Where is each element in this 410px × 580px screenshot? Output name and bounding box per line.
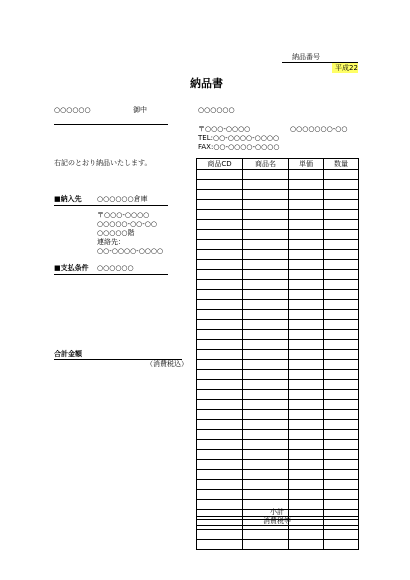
destination-contact-label: 連絡先： xyxy=(97,238,125,246)
cell-product-code[interactable] xyxy=(197,340,243,350)
table-row xyxy=(197,540,359,550)
cell-quantity[interactable] xyxy=(324,440,359,450)
cell-unit-price[interactable] xyxy=(289,270,324,280)
cell-unit-price[interactable] xyxy=(289,200,324,210)
delivery-number-label: 納品番号 xyxy=(292,53,320,61)
cell-product-name[interactable] xyxy=(243,460,289,470)
cell-unit-price[interactable] xyxy=(289,350,324,360)
cell-product-name[interactable] xyxy=(243,190,289,200)
sender-postal-code: 〒○○○-○○○○ xyxy=(198,125,251,133)
cell-product-code[interactable] xyxy=(197,200,243,210)
cell-product-code[interactable] xyxy=(197,430,243,440)
table-row xyxy=(197,180,359,190)
cell-product-name[interactable] xyxy=(243,440,289,450)
sender-fax: FAX:○○-○○○○-○○○○ xyxy=(198,143,280,151)
table-row xyxy=(197,260,359,270)
cell-quantity[interactable] xyxy=(324,490,359,500)
cell-product-code[interactable] xyxy=(197,390,243,400)
table-row xyxy=(197,370,359,380)
cell-quantity[interactable] xyxy=(324,220,359,230)
cell-product-name[interactable] xyxy=(243,210,289,220)
table-row xyxy=(197,530,359,540)
cell-unit-price[interactable] xyxy=(289,310,324,320)
cell-product-name[interactable] xyxy=(243,540,289,550)
table-row xyxy=(197,330,359,340)
cell-product-code[interactable] xyxy=(197,280,243,290)
destination-address: ○○○○○-○○-○○ xyxy=(97,220,158,228)
cell-unit-price[interactable] xyxy=(289,280,324,290)
issue-date-text: 平成22 xyxy=(335,64,358,72)
cell-quantity[interactable] xyxy=(324,170,359,180)
cell-product-code[interactable] xyxy=(197,420,243,430)
destination-underline xyxy=(54,205,168,206)
cell-product-code[interactable] xyxy=(197,540,243,550)
cell-unit-price[interactable] xyxy=(289,490,324,500)
cell-unit-price[interactable] xyxy=(289,440,324,450)
table-row xyxy=(197,320,359,330)
table-row xyxy=(197,240,359,250)
cell-unit-price[interactable] xyxy=(289,330,324,340)
cell-product-name[interactable] xyxy=(243,200,289,210)
cell-unit-price[interactable] xyxy=(289,360,324,370)
cell-quantity[interactable] xyxy=(324,530,359,540)
cell-unit-price[interactable] xyxy=(289,420,324,430)
cell-product-name[interactable] xyxy=(243,340,289,350)
cell-product-name[interactable] xyxy=(243,490,289,500)
cell-product-code[interactable] xyxy=(197,250,243,260)
cell-product-name[interactable] xyxy=(243,370,289,380)
cell-quantity[interactable] xyxy=(324,280,359,290)
cell-product-name[interactable] xyxy=(243,450,289,460)
cell-product-name[interactable] xyxy=(243,410,289,420)
cell-product-name[interactable] xyxy=(243,470,289,480)
cell-quantity[interactable] xyxy=(324,310,359,320)
payment-underline xyxy=(54,274,168,275)
cell-product-name[interactable] xyxy=(243,220,289,230)
cell-quantity[interactable] xyxy=(324,360,359,370)
cell-product-name[interactable] xyxy=(243,300,289,310)
cell-unit-price[interactable] xyxy=(289,190,324,200)
table-row xyxy=(197,420,359,430)
cell-quantity[interactable] xyxy=(324,180,359,190)
cell-quantity[interactable] xyxy=(324,400,359,410)
cell-unit-price[interactable] xyxy=(289,410,324,420)
table-row xyxy=(197,490,359,500)
cell-unit-price[interactable] xyxy=(289,460,324,470)
cell-unit-price[interactable] xyxy=(289,300,324,310)
cell-unit-price[interactable] xyxy=(289,170,324,180)
cell-quantity[interactable] xyxy=(324,460,359,470)
tax-label: 消費税等 xyxy=(263,517,291,525)
cell-product-code[interactable] xyxy=(197,220,243,230)
customer-honorific: 御中 xyxy=(133,106,147,114)
tax-row xyxy=(196,517,358,526)
cell-quantity[interactable] xyxy=(324,340,359,350)
document-title: 納品書 xyxy=(190,77,223,90)
cell-product-name[interactable] xyxy=(243,270,289,280)
cell-unit-price[interactable] xyxy=(289,370,324,380)
destination-floor: ○○○○○階 xyxy=(97,229,135,237)
table-row xyxy=(197,380,359,390)
destination-label: ■納入先 xyxy=(54,195,82,203)
cell-product-code[interactable] xyxy=(197,360,243,370)
table-row xyxy=(197,400,359,410)
cell-product-name[interactable] xyxy=(243,480,289,490)
table-row xyxy=(197,310,359,320)
cell-product-code[interactable] xyxy=(197,410,243,420)
cell-quantity[interactable] xyxy=(324,450,359,460)
cell-quantity[interactable] xyxy=(324,380,359,390)
sender-tel: TEL:○○-○○○○-○○○○ xyxy=(198,134,280,142)
cell-quantity[interactable] xyxy=(324,240,359,250)
table-row xyxy=(197,210,359,220)
cell-unit-price[interactable] xyxy=(289,340,324,350)
cell-product-name[interactable] xyxy=(243,380,289,390)
cell-quantity[interactable] xyxy=(324,250,359,260)
cell-quantity[interactable] xyxy=(324,200,359,210)
table-row xyxy=(197,350,359,360)
cell-unit-price[interactable] xyxy=(289,430,324,440)
cell-product-name[interactable] xyxy=(243,310,289,320)
cell-product-code[interactable] xyxy=(197,490,243,500)
table-row xyxy=(197,470,359,480)
destination-postal-code: 〒○○○-○○○○ xyxy=(97,211,150,219)
cell-quantity[interactable] xyxy=(324,230,359,240)
items-table-body xyxy=(197,170,359,550)
table-row xyxy=(197,170,359,180)
cell-product-code[interactable] xyxy=(197,400,243,410)
cell-unit-price[interactable] xyxy=(289,290,324,300)
cell-unit-price[interactable] xyxy=(289,220,324,230)
cell-quantity[interactable] xyxy=(324,540,359,550)
table-header-row xyxy=(197,159,359,170)
cell-unit-price[interactable] xyxy=(289,230,324,240)
cell-product-code[interactable] xyxy=(197,440,243,450)
column-header-product-name: 商品名 xyxy=(243,159,289,170)
cell-product-name[interactable] xyxy=(243,240,289,250)
table-row xyxy=(197,300,359,310)
cell-unit-price[interactable] xyxy=(289,400,324,410)
cell-product-code[interactable] xyxy=(197,300,243,310)
cell-product-code[interactable] xyxy=(197,170,243,180)
cell-quantity[interactable] xyxy=(324,190,359,200)
cell-product-code[interactable] xyxy=(197,530,243,540)
cell-unit-price[interactable] xyxy=(289,210,324,220)
cell-quantity[interactable] xyxy=(324,430,359,440)
subtotal-row xyxy=(196,508,358,517)
cell-product-name[interactable] xyxy=(243,400,289,410)
table-row xyxy=(197,230,359,240)
table-row xyxy=(197,410,359,420)
total-amount-label: 合計金額 xyxy=(54,350,82,358)
cell-product-code[interactable] xyxy=(197,190,243,200)
table-row xyxy=(197,190,359,200)
cell-product-name[interactable] xyxy=(243,360,289,370)
payment-terms-value: ○○○○○○ xyxy=(97,264,134,272)
cell-unit-price[interactable] xyxy=(289,540,324,550)
sender-address: ○○○○○○○-○○ xyxy=(290,126,348,133)
table-row xyxy=(197,280,359,290)
cell-unit-price[interactable] xyxy=(289,320,324,330)
cell-quantity[interactable] xyxy=(324,290,359,300)
cell-quantity[interactable] xyxy=(324,320,359,330)
cell-product-name[interactable] xyxy=(243,230,289,240)
cell-unit-price[interactable] xyxy=(289,480,324,490)
cell-product-code[interactable] xyxy=(197,290,243,300)
column-header-quantity: 数量 xyxy=(324,159,359,170)
cell-product-code[interactable] xyxy=(197,350,243,360)
cell-unit-price[interactable] xyxy=(289,180,324,190)
table-row xyxy=(197,480,359,490)
destination-contact-value: ○○-○○○○-○○○○ xyxy=(97,247,164,255)
table-row xyxy=(197,340,359,350)
table-row xyxy=(197,440,359,450)
column-header-unit-price: 単価 xyxy=(289,159,324,170)
table-row xyxy=(197,290,359,300)
cell-product-name[interactable] xyxy=(243,320,289,330)
cell-product-name[interactable] xyxy=(243,250,289,260)
cell-product-code[interactable] xyxy=(197,320,243,330)
cell-product-code[interactable] xyxy=(197,460,243,470)
cell-product-code[interactable] xyxy=(197,330,243,340)
cell-unit-price[interactable] xyxy=(289,250,324,260)
table-row xyxy=(197,430,359,440)
cell-quantity[interactable] xyxy=(324,270,359,280)
cell-unit-price[interactable] xyxy=(289,260,324,270)
summary-block xyxy=(196,508,358,526)
cell-unit-price[interactable] xyxy=(289,390,324,400)
cell-product-code[interactable] xyxy=(197,260,243,270)
cell-product-code[interactable] xyxy=(197,180,243,190)
cell-product-name[interactable] xyxy=(243,330,289,340)
cell-quantity[interactable] xyxy=(324,330,359,340)
cell-product-code[interactable] xyxy=(197,210,243,220)
payment-terms-label: ■支払条件 xyxy=(54,264,89,272)
table-row xyxy=(197,220,359,230)
cell-quantity[interactable] xyxy=(324,260,359,270)
cell-product-name[interactable] xyxy=(243,180,289,190)
table-row xyxy=(197,250,359,260)
customer-underline xyxy=(54,124,168,125)
cell-unit-price[interactable] xyxy=(289,380,324,390)
table-row xyxy=(197,390,359,400)
cell-product-name[interactable] xyxy=(243,530,289,540)
cell-product-code[interactable] xyxy=(197,310,243,320)
cell-product-name[interactable] xyxy=(243,420,289,430)
cell-quantity[interactable] xyxy=(324,350,359,360)
cell-unit-price[interactable] xyxy=(289,470,324,480)
tax-included-note: （消費税込） xyxy=(146,360,188,368)
cell-product-name[interactable] xyxy=(243,280,289,290)
cell-product-code[interactable] xyxy=(197,270,243,280)
cell-product-name[interactable] xyxy=(243,390,289,400)
table-row xyxy=(197,200,359,210)
cell-product-code[interactable] xyxy=(197,450,243,460)
items-table xyxy=(196,158,359,550)
cell-product-name[interactable] xyxy=(243,350,289,360)
cell-quantity[interactable] xyxy=(324,300,359,310)
sender-name: ○○○○○○ xyxy=(198,106,235,114)
cell-quantity[interactable] xyxy=(324,480,359,490)
cell-product-name[interactable] xyxy=(243,290,289,300)
cell-product-code[interactable] xyxy=(197,470,243,480)
issue-date-cell[interactable] xyxy=(332,63,358,73)
table-row xyxy=(197,360,359,370)
cell-quantity[interactable] xyxy=(324,370,359,380)
cell-quantity[interactable] xyxy=(324,420,359,430)
cell-product-code[interactable] xyxy=(197,380,243,390)
cell-unit-price[interactable] xyxy=(289,530,324,540)
cell-unit-price[interactable] xyxy=(289,240,324,250)
column-header-product-code: 商品CD xyxy=(197,159,243,170)
cell-quantity[interactable] xyxy=(324,390,359,400)
cell-product-code[interactable] xyxy=(197,240,243,250)
cell-product-name[interactable] xyxy=(243,260,289,270)
table-row xyxy=(197,270,359,280)
table-row xyxy=(197,450,359,460)
cell-product-code[interactable] xyxy=(197,230,243,240)
cell-unit-price[interactable] xyxy=(289,450,324,460)
cell-quantity[interactable] xyxy=(324,210,359,220)
cell-product-name[interactable] xyxy=(243,170,289,180)
cell-product-name[interactable] xyxy=(243,430,289,440)
customer-name: ○○○○○○ xyxy=(54,106,91,114)
table-row xyxy=(197,460,359,470)
cell-product-code[interactable] xyxy=(197,480,243,490)
cell-quantity[interactable] xyxy=(324,410,359,420)
cell-quantity[interactable] xyxy=(324,470,359,480)
subtotal-label: 小計 xyxy=(270,508,284,516)
cell-product-code[interactable] xyxy=(197,370,243,380)
destination-name: ○○○○○○倉庫 xyxy=(97,195,148,203)
intro-text: 右記のとおり納品いたします。 xyxy=(54,159,152,167)
